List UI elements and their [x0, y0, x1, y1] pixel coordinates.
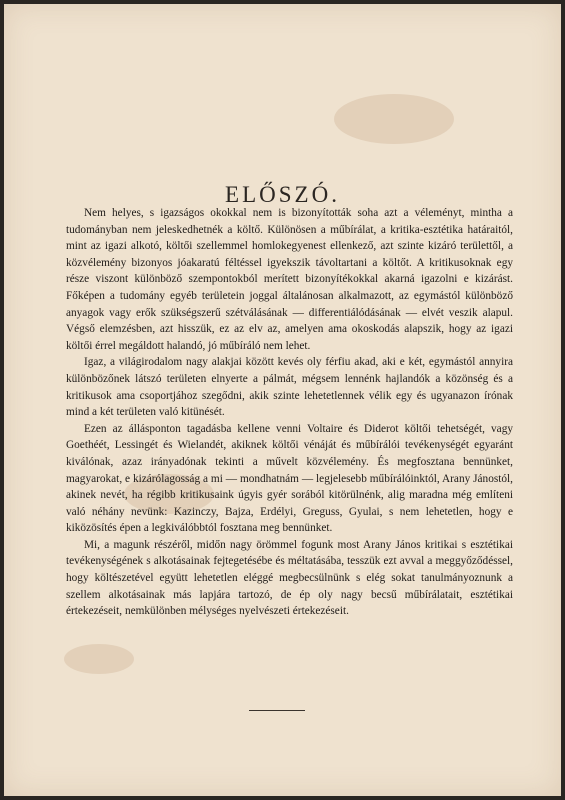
paragraph: Igaz, a világirodalom nagy alakjai között kevés oly férfiu akad, aki e két, egymástól annyira különbözőnek látszó területen elnyerte a pálmát, mégsem lennénk hajlandók a közönség és a kritikusok ama csoportjához szegődni, akik szinte lehetetlennek vélik egy és ugyanazon írónak mind a két területen való kitünését.	[66, 356, 513, 419]
document-page	[4, 4, 561, 796]
paper-stain	[64, 644, 134, 674]
paragraph: Mi, a magunk részéről, midőn nagy örömmel fogunk most Arany János kritikai s esztétikai tevékenységének s alkotásainak fejtegetésébe és méltatásába, tesszük ezt avval a meggyőződéssel, hogy költészetével együtt lehetetlen eléggé megbecsülnünk s elég sokat tanulmányoznunk a szellem alkotásainak más lapjára tartozó, de ép oly nagy becsű műbírálatait, esztétikai értekezéseit, nemkülönben mélységes nyelvészeti értekezéseit.	[66, 538, 513, 618]
paragraph: Ezen az állásponton tagadásba kellene venni Voltaire és Diderot költői tehetségét, vagy Goethéét, Lessingét és Wielandét, akiknek költői vénáját és műbírálói tevékenységét egyaránt kiválónak, azaz irányadónak tekinti a művelt közvélemény. És megfosztana bennünket, magyarokat, e kizárólagosság a mi — mondhatnám — legjelesebb műbírálóinktól, Arany Jánostól, akinek nevét, ha régibb kritikusaink úgyis gyér sorából kitörülnénk, alig maradna még említeni való néhány nevünk: Kazinczy, Bajza, Erdélyi, Greguss, Gyulai, s nem lehetetlen, hogy e kiközösítés épen a legkiválóbbtól fosztana meg bennünket.	[66, 422, 513, 535]
paper-stain	[334, 94, 454, 144]
paragraph: Nem helyes, s igazságos okokkal nem is bizonyították soha azt a véleményt, mintha a tudományban nem jeleskedhetnék a költő. Különösen a műbírálat, a kritika-esztétika határaitól, mint az igazi alkotó, költői szellemmel homlokegyenest ellenkező, azt szinte kizáró területtől, a közvélemény bizonyos jóakaratú féltéssel igyekszik távoltartani a költőt. A kritikusoknak egy része viszont különböző szempontokból merített bizonyítékokkal akarná igazolni e kizárást. Főképen a tudomány egyéb területein joggal általánosan alkalmazott, az egymástól különböző anyagok vagy erők szükségszerű szétválásának — differentiálódásának — elvét veszik alapul. Végső elemzésben, azt hisszük, ez az elv az, amelyen ama okoskodás alapszik, hogy az igazi költői érrel megáldott halandó, jó műbíráló nem lehet.	[66, 207, 513, 352]
closing-rule	[249, 710, 305, 711]
body-text	[66, 205, 513, 620]
page-title: ELŐSZÓ.	[225, 182, 340, 208]
